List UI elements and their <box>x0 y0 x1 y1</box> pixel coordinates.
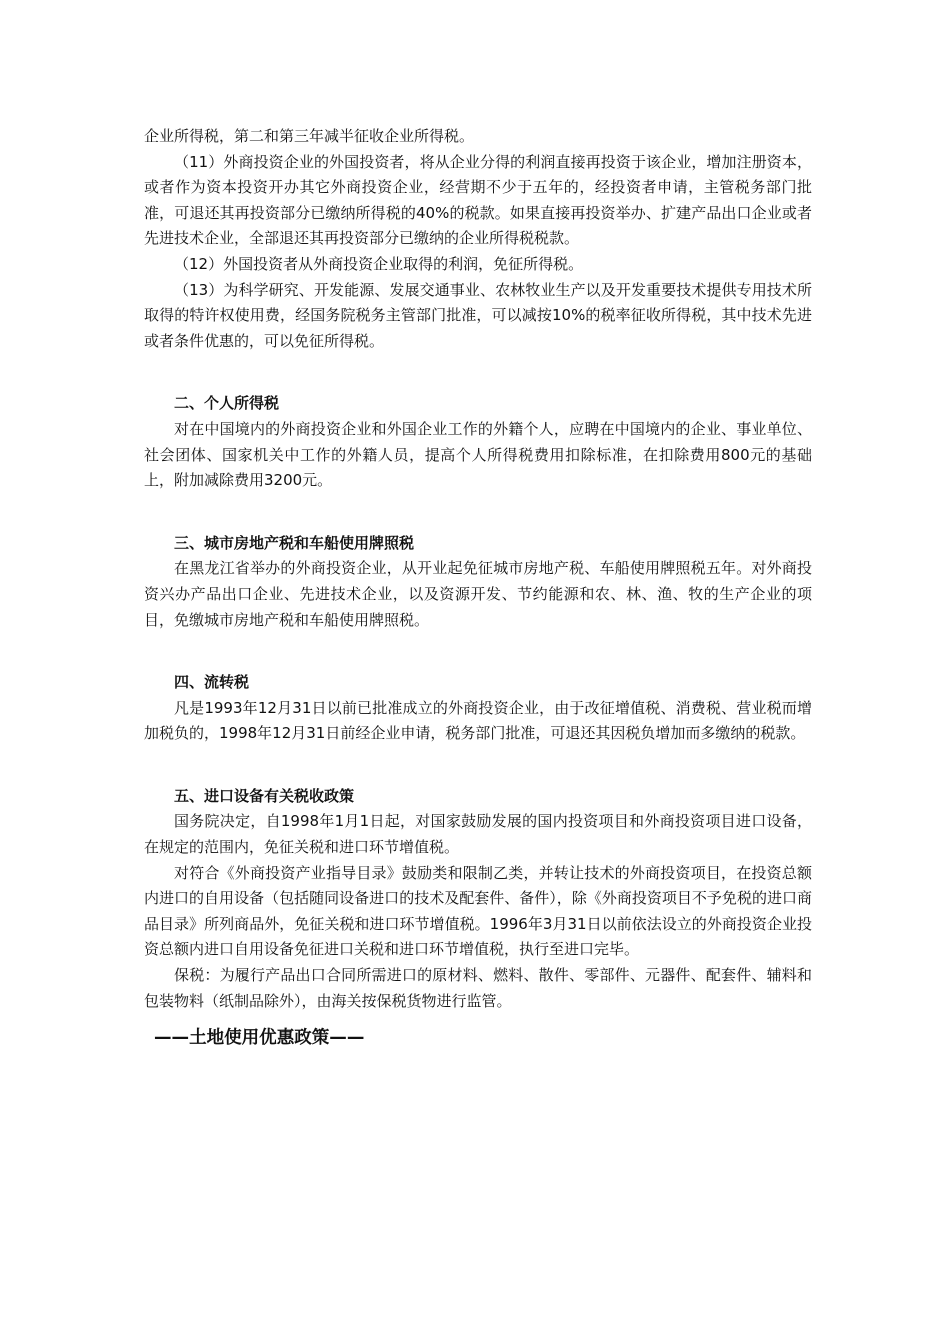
section-heading-import-equipment-tax: 五、进口设备有关税收政策 <box>174 786 355 805</box>
section-paragraph: 对符合《外商投资产业指导目录》鼓励类和限制乙类，并转让技术的外商投资项目，在投资总额内进口的自用设备（包括随同设备进口的技术及配套件、备件），除《外商投资项目不予免税的进口商品目录》所列商品外，免征关税和进口环节增值税。1996年3月31日以前依法设立的外商投资企业投资总额内进口自用设备免征进口关税和进口环节增值税，执行至进口完毕。 <box>144 863 812 959</box>
section-heading-property-vehicle-tax: 三、城市房地产税和车船使用牌照税 <box>174 533 415 552</box>
intro-fragment: 企业所得税，第二和第三年减半征收企业所得税。 <box>144 127 475 145</box>
section-heading-turnover-tax: 四、流转税 <box>174 673 250 692</box>
closing-title-land-policy: ——土地使用优惠政策—— <box>154 1028 365 1049</box>
tax-item-13: （13）为科学研究、开发能源、发展交通事业、农林牧业生产以及开发重要技术提供专用技术所取得的特许权使用费，经国务院税务主管部门批准，可以减按10%的税率征收所得税，其中技术先进或者条件优惠的，可以免征所得税。 <box>144 280 812 350</box>
section-spacer <box>144 633 812 670</box>
section-paragraph: 凡是1993年12月31日以前已批准成立的外商投资企业，由于改征增值税、消费税、营业税而增加税负的，1998年12月31日前经企业申请，税务部门批准，可退还其因税负增加而多缴纳的税款。 <box>144 698 812 743</box>
section-paragraph: 保税：为履行产品出口合同所需进口的原材料、燃料、散件、零部件、元器件、配套件、辅料和包装物料（纸制品除外），由海关按保税货物进行监管。 <box>144 966 812 1010</box>
tax-item-11: （11）外商投资企业的外国投资者，将从企业分得的利润直接再投资于该企业，增加注册资本，或者作为资本投资开办其它外商投资企业，经营期不少于五年的，经投资者申请，主管税务部门批准，可退还其再投资部分已缴纳所得税的40%的税款。如果直接再投资举办、扩建产品出口企业或者先进技术企业，全部退还其再投资部分已缴纳的企业所得税税款。 <box>144 152 812 248</box>
section-spacer <box>144 747 812 784</box>
section-paragraph: 在黑龙江省举办的外商投资企业，从开业起免征城市房地产税、车船使用牌照税五年。对外商投资兴办产品出口企业、先进技术企业，以及资源开发、节约能源和农、林、渔、牧的生产企业的项目，免缴城市房地产税和车船使用牌照税。 <box>144 559 812 629</box>
section-spacer <box>144 354 812 391</box>
section-paragraph: 对在中国境内的外商投资企业和外国企业工作的外籍个人，应聘在中国境内的企业、事业单位、社会团体、国家机关中工作的外籍人员，提高个人所得税费用扣除标准，在扣除费用800元的基础上，附加减除费用3200元。 <box>144 419 812 490</box>
section-spacer <box>144 494 812 531</box>
section-paragraph: 国务院决定，自1998年1月1日起，对国家鼓励发展的国内投资项目和外商投资项目进口设备，在规定的范围内，免征关税和进口环节增值税。 <box>144 812 812 857</box>
section-spacer <box>144 1014 812 1026</box>
section-heading-personal-income-tax: 二、个人所得税 <box>174 394 280 413</box>
document-body <box>144 124 812 1052</box>
tax-item-12: （12）外国投资者从外商投资企业取得的利润，免征所得税。 <box>174 254 584 273</box>
